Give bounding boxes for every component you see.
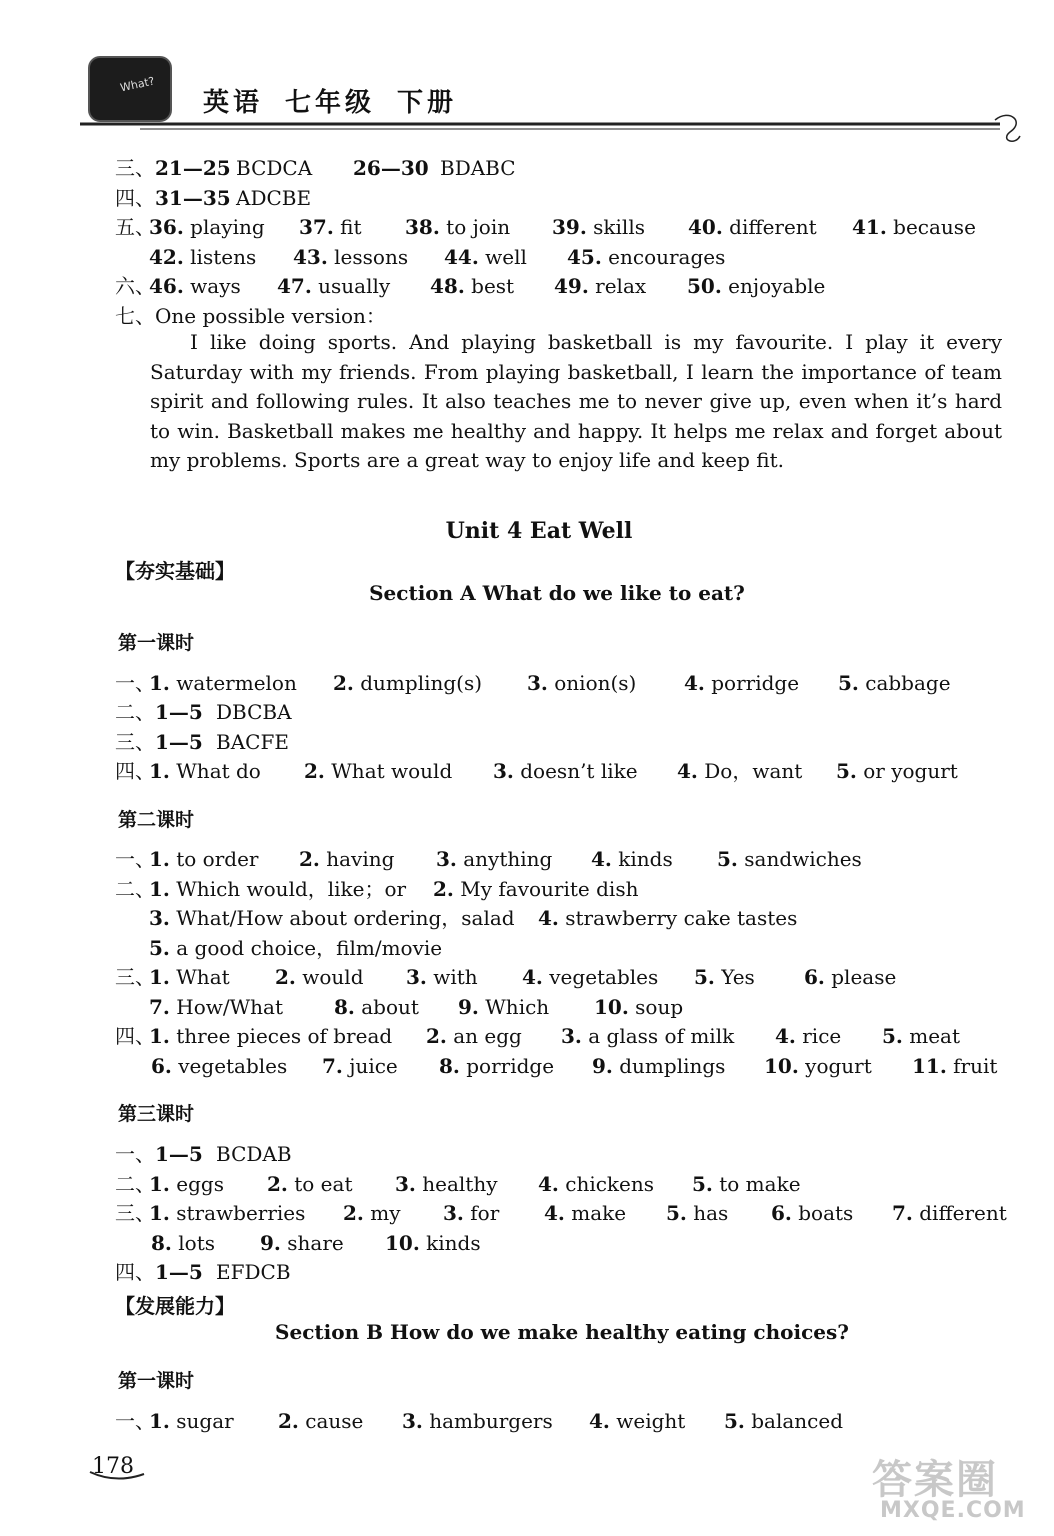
item-answer: to eat [294, 1172, 353, 1196]
item-prefix: 三、 [115, 156, 155, 180]
item-number: 3. [402, 1409, 423, 1433]
item-answer: because [893, 215, 976, 239]
item-number: 8. [151, 1231, 172, 1255]
item-number: 5. [149, 936, 170, 960]
item-number: 43. [293, 245, 328, 269]
essay-text: I like doing sports. And playing basketball is my favourite. I play it every Saturday with my friends. From playing basketball, I learn the importance of team spirit and following rules. It also teaches me to never give up, even when it’s hard to win. Basketball makes me healthy and happy. It helps me relax and forget about my problems. Sports are a great way to enjoy life and keep fit. [150, 330, 1002, 472]
item-number: 9. [592, 1054, 613, 1078]
item-number: 37. [299, 215, 334, 239]
item-answer: or yogurt [863, 759, 958, 783]
item-answer: kinds [618, 847, 673, 871]
item-answer: to make [719, 1172, 801, 1196]
item-number: 1. [149, 671, 170, 695]
item-number: 10. [764, 1054, 799, 1078]
b1-line-1 [115, 1409, 844, 1433]
item-answer: enjoyable [728, 274, 826, 298]
item-prefix: 一、 [115, 1409, 155, 1433]
item-answer: three pieces of bread [176, 1024, 393, 1048]
item-answer: different [919, 1201, 1007, 1225]
item-number: 1. [149, 1024, 170, 1048]
item-prefix: 二、 [115, 1172, 155, 1196]
unit-title: Unit 4 Eat Well [445, 518, 633, 544]
item-number: 1—5 [155, 1142, 203, 1166]
l2-line-5 [115, 965, 897, 989]
item-number: 40. [688, 215, 723, 239]
page-number: 178 [92, 1454, 134, 1479]
item-number: 9. [260, 1231, 281, 1255]
item-answer: soup [635, 995, 684, 1019]
item-number: 46. [149, 274, 184, 298]
header-subject: 英语 [203, 88, 264, 118]
item-number: 4. [538, 906, 559, 930]
item-number: 5. [836, 759, 857, 783]
item-number: 1—5 [155, 1260, 203, 1284]
answer-line-7 [115, 304, 386, 328]
item-answer: relax [595, 274, 647, 298]
item-answer: juice [349, 1054, 398, 1078]
item-answer: porridge [711, 671, 800, 695]
item-number: 6. [771, 1201, 792, 1225]
item-number: 6. [804, 965, 825, 989]
item-number: 38. [405, 215, 440, 239]
item-answer: watermelon [176, 671, 297, 695]
item-number: 3. [443, 1201, 464, 1225]
item-number: 1. [149, 1409, 170, 1433]
item-answer: vegetables [549, 965, 659, 989]
item-number: 5. [694, 965, 715, 989]
logo-text: What? [119, 74, 156, 95]
l2-line-7 [115, 1024, 961, 1048]
item-prefix: 二、 [115, 700, 155, 724]
item-prefix: 二、 [115, 877, 155, 901]
item-prefix: 四、 [115, 1024, 155, 1048]
item-answer: make [571, 1201, 627, 1225]
item-answer: BACFE [216, 730, 289, 754]
l2-line-1 [115, 847, 862, 871]
l3-line-2 [115, 1172, 801, 1196]
item-number: 4. [684, 671, 705, 695]
item-prefix: 四、 [115, 759, 155, 783]
item-number: 3. [149, 906, 170, 930]
item-answer: fruit [953, 1054, 998, 1078]
item-answer: What [176, 965, 230, 989]
item-number: 4. [544, 1201, 565, 1225]
item-prefix: 五、 [115, 215, 155, 239]
item-answer: a glass of milk [588, 1024, 735, 1048]
item-answer: about [361, 995, 419, 1019]
item-answer: cabbage [865, 671, 951, 695]
item-answer: eggs [176, 1172, 224, 1196]
item-number: 7. [149, 995, 170, 1019]
item-number: 48. [430, 274, 465, 298]
item-answer: lots [178, 1231, 215, 1255]
item-prefix: 六、 [115, 274, 155, 298]
l3-line-3 [115, 1201, 1007, 1225]
item-number: 2. [278, 1409, 299, 1433]
item-number: 4. [591, 847, 612, 871]
item-answer: meat [909, 1024, 961, 1048]
lesson-b1-title: 第一课时 [118, 1370, 195, 1392]
item-prefix: 四、 [115, 186, 155, 210]
answer-line-3 [115, 156, 516, 180]
item-answer: usually [318, 274, 391, 298]
watermark-url: MXQE.COM [880, 1498, 1026, 1523]
page-number-ornament [88, 1470, 148, 1484]
item-answer: listens [190, 245, 257, 269]
item-answer: ADCBE [236, 186, 312, 210]
item-answer: boats [798, 1201, 854, 1225]
item-number: 5. [838, 671, 859, 695]
item-answer: weight [616, 1409, 686, 1433]
item-number: 2. [304, 759, 325, 783]
category-development: 【发展能力】 [115, 1294, 235, 1318]
item-answer: DBCBA [216, 700, 292, 724]
item-answer: dumplings [619, 1054, 726, 1078]
item-answer: My favourite dish [460, 877, 639, 901]
l1-line-3 [115, 730, 289, 754]
item-answer: lessons [334, 245, 409, 269]
lesson-3-title: 第三课时 [118, 1103, 195, 1125]
item-answer: anything [463, 847, 553, 871]
item-prefix: 一、 [115, 847, 155, 871]
item-number: 2. [299, 847, 320, 871]
item-number: 9. [458, 995, 479, 1019]
item-number: 1. [149, 877, 170, 901]
item-number: 42. [149, 245, 184, 269]
item-answer: doesn’t like [520, 759, 638, 783]
item-number: 2. [267, 1172, 288, 1196]
item-number: 21—25 [155, 156, 231, 180]
item-answer: BCDAB [216, 1142, 292, 1166]
answer-line-4 [115, 186, 312, 210]
l2-line-2 [115, 877, 639, 901]
item-prefix: 一、 [115, 1142, 155, 1166]
item-answer: a good choice，film/movie [176, 936, 443, 960]
item-answer: How/What [176, 995, 283, 1019]
item-answer: encourages [608, 245, 726, 269]
essay-heading: 七、One possible version： [115, 304, 386, 328]
item-answer: chickens [565, 1172, 655, 1196]
answer-line-5 [115, 215, 976, 239]
item-answer: Yes [721, 965, 755, 989]
lesson-1-title: 第一课时 [118, 632, 195, 654]
item-answer: different [729, 215, 817, 239]
answer-line-6 [115, 274, 826, 298]
item-number: 3. [527, 671, 548, 695]
item-number: 3. [436, 847, 457, 871]
item-number: 49. [554, 274, 589, 298]
item-number: 8. [439, 1054, 460, 1078]
item-number: 3. [395, 1172, 416, 1196]
item-number: 7. [892, 1201, 913, 1225]
item-number: 1—5 [155, 730, 203, 754]
item-answer: would [302, 965, 364, 989]
item-number: 10. [594, 995, 629, 1019]
item-answer: best [471, 274, 515, 298]
item-answer: to join [446, 215, 511, 239]
item-number: 3. [561, 1024, 582, 1048]
header-grade: 七年级 [285, 88, 376, 118]
item-number: 44. [444, 245, 479, 269]
item-number: 4. [538, 1172, 559, 1196]
l3-line-5 [115, 1260, 291, 1284]
item-answer: porridge [466, 1054, 555, 1078]
item-number: 1. [149, 1172, 170, 1196]
item-number: 1—5 [155, 700, 203, 724]
item-answer: hamburgers [429, 1409, 553, 1433]
item-answer: sandwiches [744, 847, 862, 871]
item-number: 36. [149, 215, 184, 239]
item-number: 4. [589, 1409, 610, 1433]
item-answer: cause [305, 1409, 364, 1433]
essay-paragraph [150, 328, 1002, 476]
item-answer: share [287, 1231, 344, 1255]
item-answer: What/How about ordering，salad [176, 906, 515, 930]
item-number: 1. [149, 965, 170, 989]
item-answer: What would [331, 759, 453, 783]
header-rule [80, 112, 1030, 148]
item-prefix: 一、 [115, 671, 155, 695]
item-number: 4. [522, 965, 543, 989]
item-answer: playing [190, 215, 265, 239]
item-answer: for [470, 1201, 500, 1225]
item-number: 2. [426, 1024, 447, 1048]
item-number: 5. [724, 1409, 745, 1433]
item-answer: having [326, 847, 395, 871]
item-answer: balanced [751, 1409, 844, 1433]
item-number: 39. [552, 215, 587, 239]
item-number: 4. [677, 759, 698, 783]
item-answer: fit [340, 215, 362, 239]
item-number: 31—35 [155, 186, 231, 210]
item-answer: Which would，like；or [176, 877, 407, 901]
item-answer: BDABC [440, 156, 516, 180]
item-answer: vegetables [178, 1054, 288, 1078]
item-number: 5. [692, 1172, 713, 1196]
item-answer: ways [190, 274, 241, 298]
item-prefix: 四、 [115, 1260, 155, 1284]
item-answer: healthy [422, 1172, 498, 1196]
item-number: 5. [882, 1024, 903, 1048]
item-number: 1. [149, 847, 170, 871]
item-answer: What do [176, 759, 261, 783]
item-answer: an egg [453, 1024, 522, 1048]
item-number: 5. [666, 1201, 687, 1225]
section-a-title: Section A What do we like to eat? [369, 581, 745, 605]
item-answer: Do，want [704, 759, 803, 783]
item-answer: my [370, 1201, 401, 1225]
item-number: 3. [406, 965, 427, 989]
item-number: 50. [687, 274, 722, 298]
item-number: 47. [277, 274, 312, 298]
item-answer: onion(s) [554, 671, 637, 695]
item-number: 2. [433, 877, 454, 901]
l3-line-1 [115, 1142, 292, 1166]
item-answer: strawberries [176, 1201, 306, 1225]
item-number: 45. [567, 245, 602, 269]
section-b-title: Section B How do we make healthy eating choices? [275, 1320, 849, 1344]
item-number: 5. [717, 847, 738, 871]
item-answer: sugar [176, 1409, 234, 1433]
l1-line-4 [115, 759, 958, 783]
watermark-logo: 答案圈 [872, 1457, 998, 1503]
item-answer: Which [485, 995, 550, 1019]
item-prefix: 三、 [115, 730, 155, 754]
item-number: 7. [322, 1054, 343, 1078]
item-prefix: 三、 [115, 965, 155, 989]
item-number: 1. [149, 759, 170, 783]
item-answer: strawberry cake tastes [565, 906, 798, 930]
item-number: 1. [149, 1201, 170, 1225]
l1-line-2 [115, 700, 292, 724]
item-number: 41. [852, 215, 887, 239]
item-answer: with [433, 965, 478, 989]
item-number: 3. [493, 759, 514, 783]
item-number: 11. [912, 1054, 947, 1078]
item-answer: dumpling(s) [360, 671, 483, 695]
item-answer: to order [176, 847, 259, 871]
item-answer: yogurt [805, 1054, 872, 1078]
item-answer: BCDCA [236, 156, 313, 180]
item-answer: skills [593, 215, 645, 239]
item-number: 2. [275, 965, 296, 989]
item-number: 10. [385, 1231, 420, 1255]
header-volume: 下册 [397, 88, 458, 118]
category-basics: 【夯实基础】 [115, 559, 235, 583]
item-answer: has [693, 1201, 729, 1225]
l1-line-1 [115, 671, 951, 695]
item-number: 6. [151, 1054, 172, 1078]
item-answer: kinds [426, 1231, 481, 1255]
item-prefix: 三、 [115, 1201, 155, 1225]
item-number: 8. [334, 995, 355, 1019]
item-number: 4. [775, 1024, 796, 1048]
lesson-2-title: 第二课时 [118, 809, 195, 831]
item-number: 2. [343, 1201, 364, 1225]
item-answer: EFDCB [216, 1260, 291, 1284]
item-answer: rice [802, 1024, 842, 1048]
item-answer: well [485, 245, 527, 269]
item-number: 2. [333, 671, 354, 695]
item-number: 26—30 [353, 156, 429, 180]
item-answer: please [831, 965, 897, 989]
